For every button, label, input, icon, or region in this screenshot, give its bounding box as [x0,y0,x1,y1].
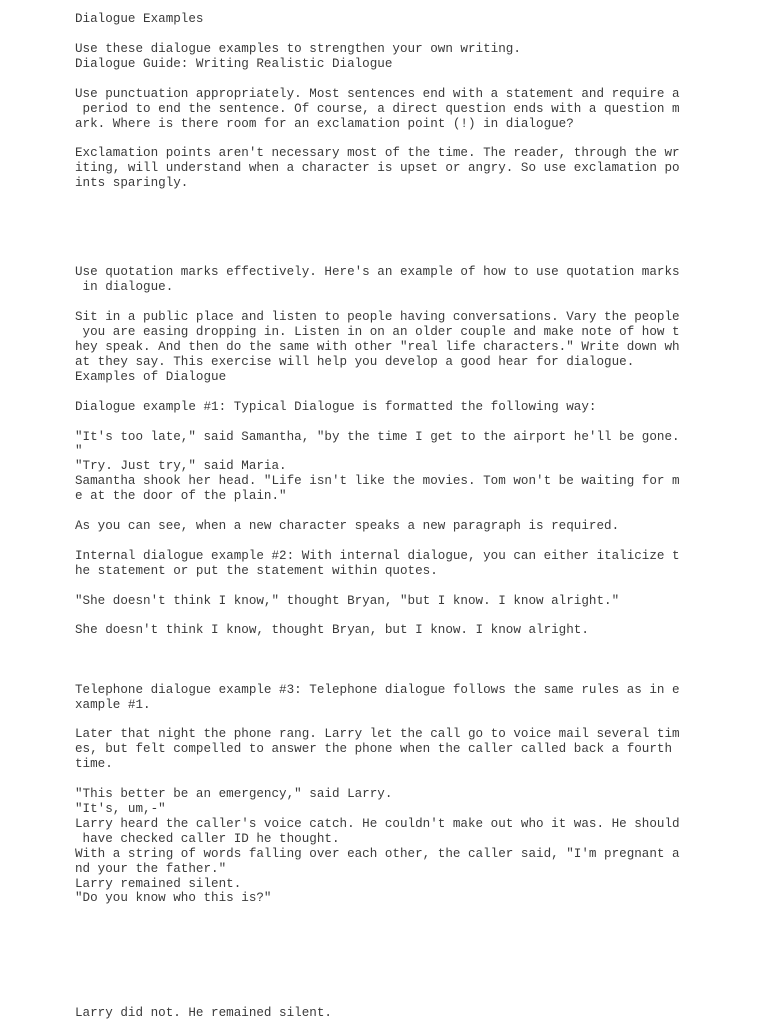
text-line: Use quotation marks effectively. Here's an example of how to use quotation marks [75,265,680,279]
text-line: at they say. This exercise will help you develop a good hear for dialogue. [75,355,635,369]
text-line: Later that night the phone rang. Larry let the call go to voice mail several tim [75,727,680,741]
text-line: iting, will understand when a character is upset or angry. So use exclamation po [75,161,680,175]
text-line: you are easing dropping in. Listen in on an older couple and make note of how t [75,325,680,339]
text-line: As you can see, when a new character speaks a new paragraph is required. [75,519,620,533]
text-line: Dialogue example #1: Typical Dialogue is formatted the following way: [75,400,597,414]
text-line: hey speak. And then do the same with other "real life characters." Write down wh [75,340,680,354]
text-line: "Do you know who this is?" [75,891,272,905]
text-line: With a string of words falling over each other, the caller said, "I'm pregnant a [75,847,680,861]
document-title: Dialogue Examples [75,12,204,26]
text-line: ints sparingly. [75,176,189,190]
text-line: Use these dialogue examples to strengthen your own writing. [75,42,521,56]
text-line: She doesn't think I know, thought Bryan, but I know. I know alright. [75,623,589,637]
text-line: time. [75,757,113,771]
text-line: in dialogue. [75,280,174,294]
text-line: Dialogue Guide: Writing Realistic Dialogue [75,57,393,71]
text-line: "It's, um,-" [75,802,166,816]
text-line: Sit in a public place and listen to people having conversations. Vary the people [75,310,680,324]
text-line: "She doesn't think I know," thought Bryan, "but I know. I know alright." [75,594,620,608]
text-line: "Try. Just try," said Maria. [75,459,287,473]
text-line: Use punctuation appropriately. Most sentences end with a statement and require a [75,87,680,101]
text-line: ark. Where is there room for an exclamation point (!) in dialogue? [75,117,574,131]
text-line: xample #1. [75,698,151,712]
section-heading: Examples of Dialogue [75,370,227,384]
text-line: nd your the father." [75,862,227,876]
text-line: Larry heard the caller's voice catch. He couldn't make out who it was. He should [75,817,680,831]
text-line: Larry did not. He remained silent. [75,1006,332,1020]
text-line: Samantha shook her head. "Life isn't like the movies. Tom won't be waiting for m [75,474,680,488]
text-line: Larry remained silent. [75,877,242,891]
text-line: "It's too late," said Samantha, "by the time I get to the airport he'll be gone. [75,430,680,444]
text-line: have checked caller ID he thought. [75,832,340,846]
text-line: "This better be an emergency," said Larry. [75,787,393,801]
text-line: Internal dialogue example #2: With internal dialogue, you can either italicize t [75,549,680,563]
text-line: he statement or put the statement within quotes. [75,564,438,578]
text-line: Exclamation points aren't necessary most of the time. The reader, through the wr [75,146,680,160]
text-line: period to end the sentence. Of course, a direct question ends with a question m [75,102,680,116]
text-line: es, but felt compelled to answer the phone when the caller called back a fourth [75,742,673,756]
text-line: Telephone dialogue example #3: Telephone dialogue follows the same rules as in e [75,683,680,697]
text-line: " [75,444,83,458]
text-line: e at the door of the plain." [75,489,287,503]
